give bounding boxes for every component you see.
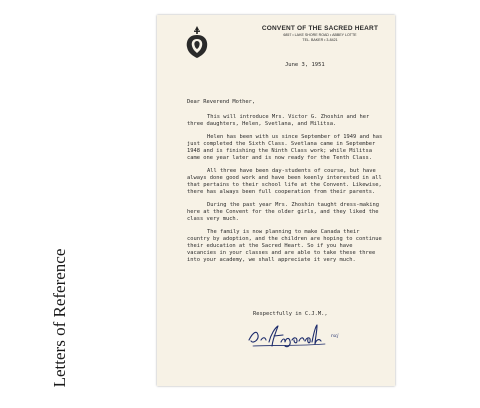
salutation: Dear Reverend Mother,: [187, 99, 256, 105]
side-label: Letters of Reference: [50, 248, 69, 388]
letterhead: [255, 25, 385, 42]
body-paragraph-5: The family is now planning to make Canada their country by adoption, and the children are hoping to continue their education at the Sacred Heart. So if you have vacancies in your classes and are able to take these three into your academy, we shall appreciate it very much.: [187, 229, 382, 263]
body-paragraph-3: All three have been day-students of course, but have always done good work and have been keenly interested in all that pertains to their school life at the Convent. Likewise, there has always been full cooperation from their parents.: [187, 168, 382, 195]
letter-date: June 3, 1951: [285, 62, 325, 68]
body-paragraph-4: During the past year Mrs. Zhoshin taught dress-making here at the Convent for the older girls, and they liked the class very much.: [187, 202, 380, 222]
letterhead-address: 6857 • LAKE SHORE ROAD • ABBEY LOTTE: [283, 33, 357, 38]
convent-seal-icon: [183, 25, 211, 59]
body-paragraph-2: Helen has been with us since September of 1949 and has just completed the Sixth Class. Svetlana came in September 1948 and is finishing the Ninth Class work; while Militsa came one year later and is now ready for the Tenth Class.: [187, 134, 383, 161]
letter-page: [157, 15, 395, 386]
closing: Respectfully in C.J.M.,: [253, 311, 328, 317]
handwritten-signature: [245, 320, 345, 350]
letterhead-telephone: TEL. BAKER • 3-8421: [302, 37, 338, 42]
body-paragraph-1: This will introduce Mrs. Victor G. Zhoshin and her three daughters, Helen, Svetlana, and Militsa.: [187, 114, 370, 127]
letterhead-name: CONVENT OF THE SACRED HEART: [261, 25, 379, 32]
signature-title: rscj: [331, 334, 339, 339]
letter-body: [187, 114, 383, 270]
